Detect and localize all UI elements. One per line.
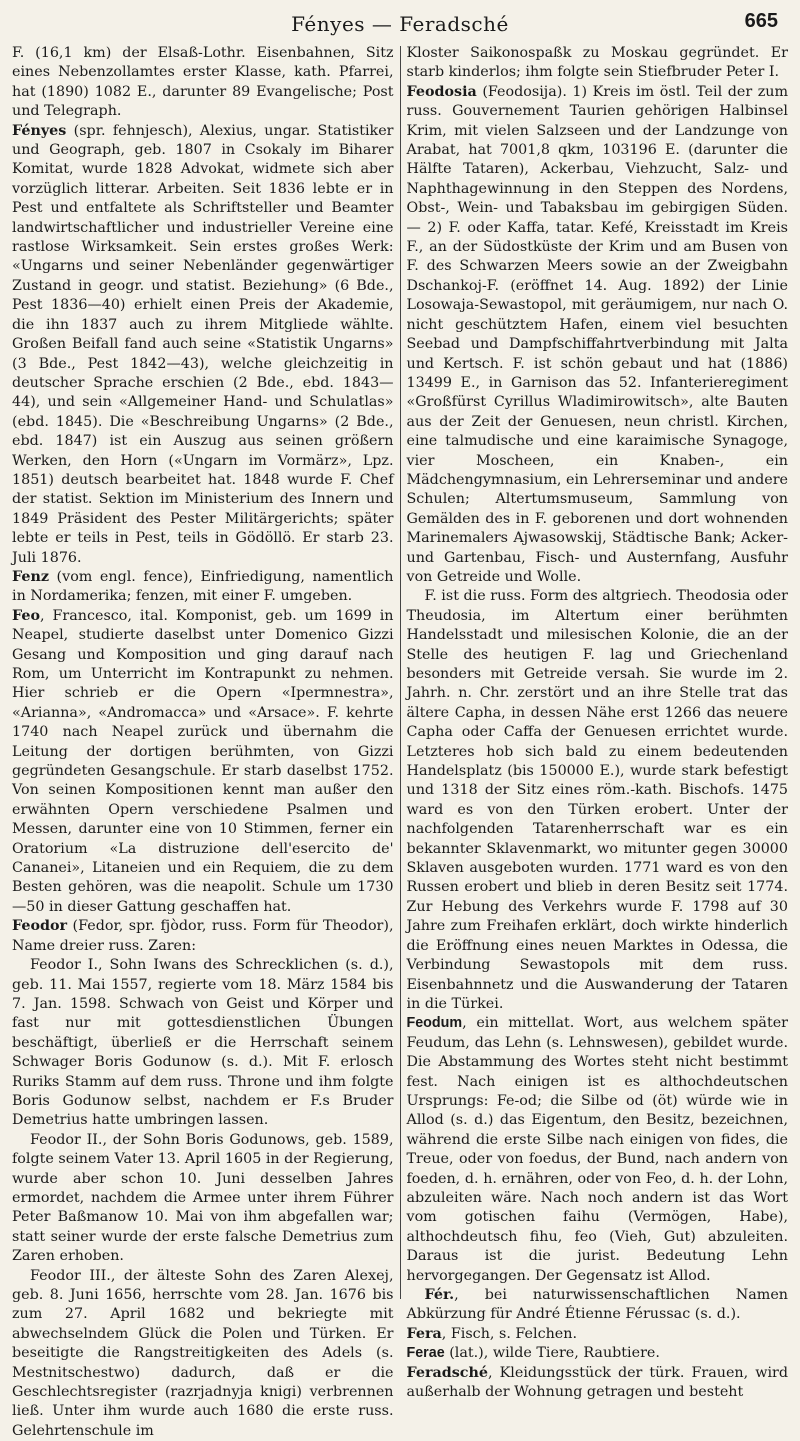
entry-text: , Kleidungsstück der türk. Frauen, wird außerhalb der Wohnung getragen und besteht: [406, 1364, 789, 1401]
dictionary-entry: [407, 83, 789, 588]
running-head: Fényes — Feradsché: [291, 12, 509, 36]
dictionary-entry: [12, 607, 394, 918]
entry-text: , Francesco, ital. Komponist, geb. um 1699 in Neapel, studierte daselbst unter Domenico Gizzi Gesang und Komposition und ging darauf nach Rom, um Unterricht im Kontrapunkt zu nehmen. Hier schrieb er die Opern «Ipermnestra», «Arianna», «Andromacca» und «Arsace». F. kehrte 1740 nach Neapel zurück und übernahm die Leitung der dortigen berühmten, von Gizzi gegründeten Gesangschule. Er starb daselbst 1752. Von seinen Kompositionen kennt man außer den erwähnten Opern verschiedene Psalmen und Messen, darunter eine von 10 Stimmen, ferner ein Oratorium «La distruzione dell'esercito de' Cananei», Litaneien und ein Requiem, die zu dem Besten gehören, was die neapolit. Schule um 1730—50 in dieser Gattung geschaffen hat.: [12, 607, 394, 915]
entry-headword: Fera: [406, 1325, 442, 1342]
dictionary-entry: [407, 44, 789, 83]
entry-headword: Feradsché: [406, 1364, 489, 1381]
dictionary-entry: [12, 1131, 394, 1267]
entry-text: , Fisch, s. Felchen.: [441, 1325, 578, 1342]
entry-headword: Feodum: [406, 1015, 463, 1032]
entry-text: Feodor III., der älteste Sohn des Zaren Alexej, geb. 8. Juni 1656, herrschte vom 28. Jan. 1676 bis zum 27. April 1682 und bekriegte mit abwechselndem Glück die Polen und Türken. Er beseitigte die Rangstreitigkeiten des Adels (s. Mestnitschestwo) dadurch, daß er die Geschlechtsregister (razrjadnyja knigi) verbrennen ließ. Unter ihm wurde auch 1680 die erste russ. Gelehrtenschule im: [12, 1267, 394, 1439]
entry-headword: Fényes: [12, 122, 67, 139]
entry-headword: Fenz: [12, 568, 49, 585]
dictionary-entry: [12, 44, 394, 122]
entry-headword: Feo: [12, 607, 41, 624]
dictionary-entry: [12, 1267, 394, 1441]
entry-text: Feodor I., Sohn Iwans des Schrecklichen (s. d.), geb. 11. Mai 1557, regierte vom 18. März 1584 bis 7. Jan. 1598. Schwach von Geist und Körper und fast nur mit gottesdienstlichen Übungen beschäftigt, überließ er die Herrschaft seinem Schwager Boris Godunow (s. d.). Mit F. erlosch Ruriks Stamm auf dem russ. Throne und ihm folgte Boris Godunow selbst, nachdem er F.s Bruder Demetrius hatte umbringen lassen.: [12, 957, 394, 1129]
entry-text: Kloster Saikonospaßk zu Moskau gegründet. Er starb kinderlos; ihm folgte sein Stiefbruder Peter I.: [406, 45, 789, 81]
entry-text: , ein mittellat. Wort, aus welchem später Feudum, das Lehn (s. Lehnswesen), gebildet wurde. Die Abstammung des Wortes steht nicht bestimmt fest. Nach einigen ist es althochdeutschen Ursprungs: Fe-od; die Silbe od (öt) würde wie in Allod (s. d.) das Eigentum, den Besitz, bezeichnen, während die erste Silbe nach einigen von fides, die Treue, oder von foedus, der Bund, nach andern von foeden, d. h. ernähren, oder von Feo, d. h. der Lohn, abzuleiten wäre. Nach noch andern ist das Wort vom gotischen faihu (Vermögen, Habe), althochdeutsch fihu, feo (Vieh, Gut) abzuleiten. Daraus ist die jurist. Bedeutung Lehn hervorgegangen. Der Gegensatz ist Allod.: [406, 1015, 789, 1284]
page-header: [12, 0, 788, 44]
entry-text: (Feodosija). 1) Kreis im östl. Teil der zum russ. Gouvernement Taurien gehörigen Halbinsel Krim, mit vielen Salzseen und der Landzunge von Arabat, hat 7001,8 qkm, 103196 E. (darunter die Hälfte Tataren), Ackerbau, Viehzucht, Salz- und Naphthagewinnung in den Steppen des Nordens, Obst-, Wein- und Tabaksbau im gebirgigen Süden. — 2) F. oder Kaffa, tatar. Kefé, Kreisstadt im Kreis F., an der Südostküste der Krim und am Busen von F. des Schwarzen Meers sowie an der Zweigbahn Dschankoj-F. (eröffnet 14. Aug. 1892) der Linie Losowaja-Sewastopol, mit geräumigem, nur nach O. nicht geschütztem Hafen, einem viel besuchten Seebad und Dampfschiffahrtverbindung mit Jalta und Kertsch. F. ist schön gebaut und hat (1886) 13499 E., in Garnison das 52. Infanterieregiment «Großfürst Cyrillus Wladimirowitsch», alte Bauten aus der Zeit der Genuesen, neun christl. Kirchen, eine talmudische und eine karaimische Synagoge, vier Moscheen, ein Knaben-, ein Mädchengymnasium, ein Lehrerseminar und andere Schulen; Altertumsmuseum, Sammlung von Gemälden des in F. geborenen und dort wohnenden Marinemalers Ajwasowskij, Städtische Bank; Acker- und Gartenbau, Fisch- und Austernfang, Ausfuhr von Getreide und Wolle.: [406, 83, 789, 585]
right-column: [401, 44, 789, 1401]
entry-text: F. ist die russ. Form des altgriech. Theodosia oder Theudosia, im Altertum einer berühmten Handelsstadt und milesischen Kolonie, die an der Stelle des heutigen F. lag und Griechenland besonders mit Getreide versah. Sie wurde im 2. Jahrh. n. Chr. zerstört und an ihre Stelle trat das ältere Capha, in dessen Nähe erst 1266 das neuere Capha oder Caffa der Genuesen errichtet wurde. Letzteres hob sich bald zu einem bedeutenden Handelsplatz (bis 150000 E.), wurde stark befestigt und 1318 der Sitz eines röm.-kath. Bischofs. 1475 ward es von den Türken erobert. Unter der nachfolgenden Tatarenherrschaft war es ein bekannter Sklavenmarkt, wo mitunter gegen 30000 Sklaven ausgeboten wurden. 1771 ward es von den Russen erobert und blieb in deren Besitz seit 1774. Zur Hebung des Verkehrs wurde F. 1798 auf 30 Jahre zum Freihafen erklärt, doch wirkte hinderlich die Eröffnung eines neuen Marktes in Odessa, die Verbindung Sewastopols mit dem russ. Eisenbahnnetz und die Auswanderung der Tataren in die Türkei.: [406, 588, 789, 1012]
entry-text: F. (16,1 km) der Elsaß-Lothr. Eisenbahnen, Sitz eines Nebenzollamtes erster Klasse, kath. Pfarrei, hat (1890) 1082 E., darunter 89 Evangelische; Post und Telegraph.: [12, 45, 394, 120]
entry-text: (spr. fehnjesch), Alexius, ungar. Statistiker und Geograph, geb. 1807 in Csokaly im Biharer Komitat, wurde 1828 Advokat, widmete sich aber vorzüglich litterar. Arbeiten. Seit 1836 lebte er in Pest und entfaltete als Schriftsteller und Beamter landwirtschaftlicher und industrieller Vereine eine rastlose Wirksamkeit. Sein erstes großes Werk: «Ungarns und seiner Nebenländer gegenwärtiger Zustand in geogr. und statist. Beziehung» (6 Bde., Pest 1836—40) erhielt einen Preis der Akademie, die ihn 1837 auch zu ihrem Mitgliede wählte. Großen Beifall fand auch seine «Statistik Ungarns» (3 Bde., Pest 1842—43), welche gleichzeitig in deutscher Sprache erschien (2 Bde., ebd. 1843—44), und sein «Allgemeiner Hand- und Schulatlas» (ebd. 1845). Die «Beschreibung Ungarns» (2 Bde., ebd. 1847) ist ein Auszug aus seinen größern Werken, den Horn («Ungarn im Vormärz», Lpz. 1851) deutsch bearbeitet hat. 1848 wurde F. Chef der statist. Sektion im Ministerium des Innern und 1849 Präsident des Pester Militärgerichts; später lebte er teils in Pest, teils in Gödöllö. Er starb 23. Juli 1876.: [12, 122, 394, 566]
text-columns: [12, 44, 789, 1439]
entry-text: (vom engl. fence), Einfriedigung, namentlich in Nordamerika; fenzen, mit einer F. umgeben.: [12, 568, 394, 605]
dictionary-entry: [407, 1364, 789, 1403]
dictionary-entry: [407, 1286, 789, 1325]
dictionary-entry: [12, 122, 394, 568]
entry-headword: Fér.: [424, 1287, 455, 1303]
entry-text: Feodor II., der Sohn Boris Godunows, geb. 1589, folgte seinem Vater 13. April 1605 in der Regierung, wurde aber schon 10. Juni desselben Jahres ermordet, nachdem die Armee unter ihrem Führer Peter Baßmanow 10. Mai von ihm abgefallen war; statt seiner wurde der erste falsche Demetrius zum Zaren erhoben.: [12, 1131, 394, 1265]
entry-headword: Feodor: [12, 918, 68, 935]
entry-text: (Fedor, spr. fjòdor, russ. Form für Theodor), Name dreier russ. Zaren:: [12, 918, 394, 954]
dictionary-entry: [12, 956, 394, 1131]
dictionary-entry: [407, 1344, 789, 1363]
entry-text: (lat.), wilde Tiere, Raubtiere.: [444, 1345, 660, 1362]
dictionary-entry: [12, 917, 394, 956]
entry-headword: Ferae: [406, 1345, 445, 1362]
entry-headword: Feodosia: [406, 83, 477, 100]
dictionary-entry: [407, 1325, 789, 1344]
dictionary-entry: [12, 568, 394, 607]
entry-text: , bei naturwissenschaftlichen Namen Abkürzung für André Étienne Férussac (s. d.).: [406, 1287, 789, 1323]
dictionary-entry: [407, 1014, 789, 1286]
dictionary-entry: [407, 587, 789, 1014]
left-column: [12, 44, 400, 1439]
page-number: 665: [744, 10, 778, 32]
